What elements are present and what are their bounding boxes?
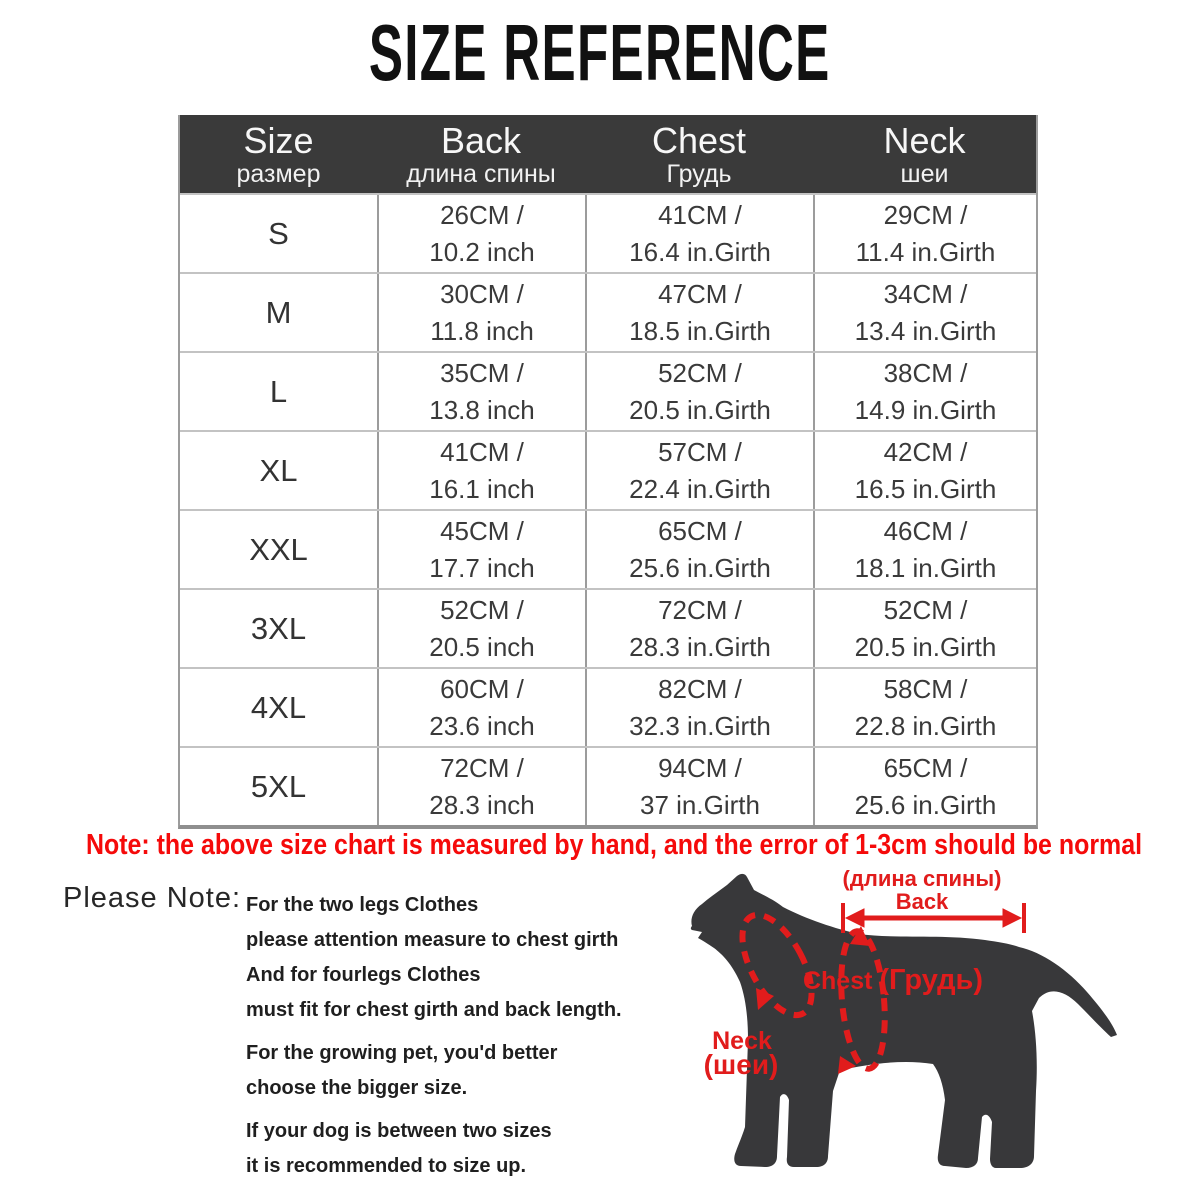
chest-cell: 72CM / 28.3 in.Girth: [585, 590, 813, 667]
please-note-text: [246, 888, 666, 1184]
size-label: L: [269, 373, 288, 409]
column-header-neck: Neck шеи: [883, 119, 966, 188]
size-label: 3XL: [250, 610, 307, 646]
back-cell: 45CM / 17.7 inch: [377, 511, 585, 588]
back-cell: 41CM / 16.1 inch: [377, 432, 585, 509]
back-cell: 30CM / 11.8 inch: [377, 274, 585, 351]
column-header-size: Size размер: [236, 119, 321, 188]
back-cell: 35CM / 13.8 inch: [377, 353, 585, 430]
size-table-header: [180, 115, 1036, 193]
please-note-line: If your dog is between two sizes: [246, 1120, 552, 1142]
neck-cell: 29CM / 11.4 in.Girth: [813, 195, 1036, 272]
chest-cell: 65CM / 25.6 in.Girth: [585, 511, 813, 588]
neck-girth-label-en: Neck: [712, 1027, 772, 1055]
back-length-label-en: Back: [895, 889, 949, 914]
table-row-xl: [180, 430, 1036, 509]
table-row-4xl: [180, 667, 1036, 746]
size-table: [178, 115, 1038, 829]
neck-cell: 46CM / 18.1 in.Girth: [813, 511, 1036, 588]
please-note-line: For the two legs Clothes: [246, 894, 479, 916]
table-row-xxl: [180, 509, 1036, 588]
table-row-s: [180, 193, 1036, 272]
back-cell: 60CM / 23.6 inch: [377, 669, 585, 746]
neck-cell: 52CM / 20.5 in.Girth: [813, 590, 1036, 667]
table-row-3xl: [180, 588, 1036, 667]
neck-cell: 58CM / 22.8 in.Girth: [813, 669, 1036, 746]
chest-cell: 47CM / 18.5 in.Girth: [585, 274, 813, 351]
neck-girth-label-ru: (шеи): [703, 1049, 779, 1080]
size-label: XXL: [249, 531, 308, 567]
chest-cell: 52CM / 20.5 in.Girth: [585, 353, 813, 430]
back-cell: 26CM / 10.2 inch: [377, 195, 585, 272]
dog-measurement-diagram: [640, 860, 1200, 1200]
please-note-line: And for fourlegs Clothes: [246, 964, 481, 986]
chest-girth-label: Chest (Грудь): [802, 964, 984, 996]
back-length-label-ru: (длина спины): [842, 866, 1002, 891]
table-row-l: [180, 351, 1036, 430]
size-label: 4XL: [250, 689, 307, 725]
size-label: XL: [259, 452, 298, 488]
chest-cell: 41CM / 16.4 in.Girth: [585, 195, 813, 272]
size-label: S: [268, 215, 289, 251]
please-note-line: choose the bigger size.: [246, 1077, 468, 1099]
back-cell: 52CM / 20.5 inch: [377, 590, 585, 667]
column-header-back: Back длина спины: [406, 119, 556, 188]
chest-cell: 57CM / 22.4 in.Girth: [585, 432, 813, 509]
size-label: 5XL: [250, 768, 307, 804]
please-note-line: it is recommended to size up.: [246, 1155, 527, 1177]
please-note-line: For the growing pet, you'd better: [246, 1042, 558, 1064]
neck-cell: 42CM / 16.5 in.Girth: [813, 432, 1036, 509]
back-cell: 72CM / 28.3 inch: [377, 748, 585, 825]
measurement-error-note: Note: the above size chart is measured by hand, and the error of 1-3cm should be normal: [85, 829, 1143, 861]
table-row-m: [180, 272, 1036, 351]
chest-cell: 82CM / 32.3 in.Girth: [585, 669, 813, 746]
neck-cell: 34CM / 13.4 in.Girth: [813, 274, 1036, 351]
column-header-chest: Chest Грудь: [651, 119, 747, 188]
neck-cell: 65CM / 25.6 in.Girth: [813, 748, 1036, 825]
chest-cell: 94CM / 37 in.Girth: [585, 748, 813, 825]
page-title: [0, 8, 1200, 97]
please-note-line: please attention measure to chest girth: [246, 929, 619, 951]
page-title-text: SIZE REFERENCE: [369, 8, 831, 97]
please-note-label: Please Note:: [63, 882, 242, 914]
neck-cell: 38CM / 14.9 in.Girth: [813, 353, 1036, 430]
table-row-5xl: [180, 746, 1036, 825]
please-note-line: must fit for chest girth and back length.: [246, 999, 622, 1021]
size-label: M: [265, 294, 292, 330]
